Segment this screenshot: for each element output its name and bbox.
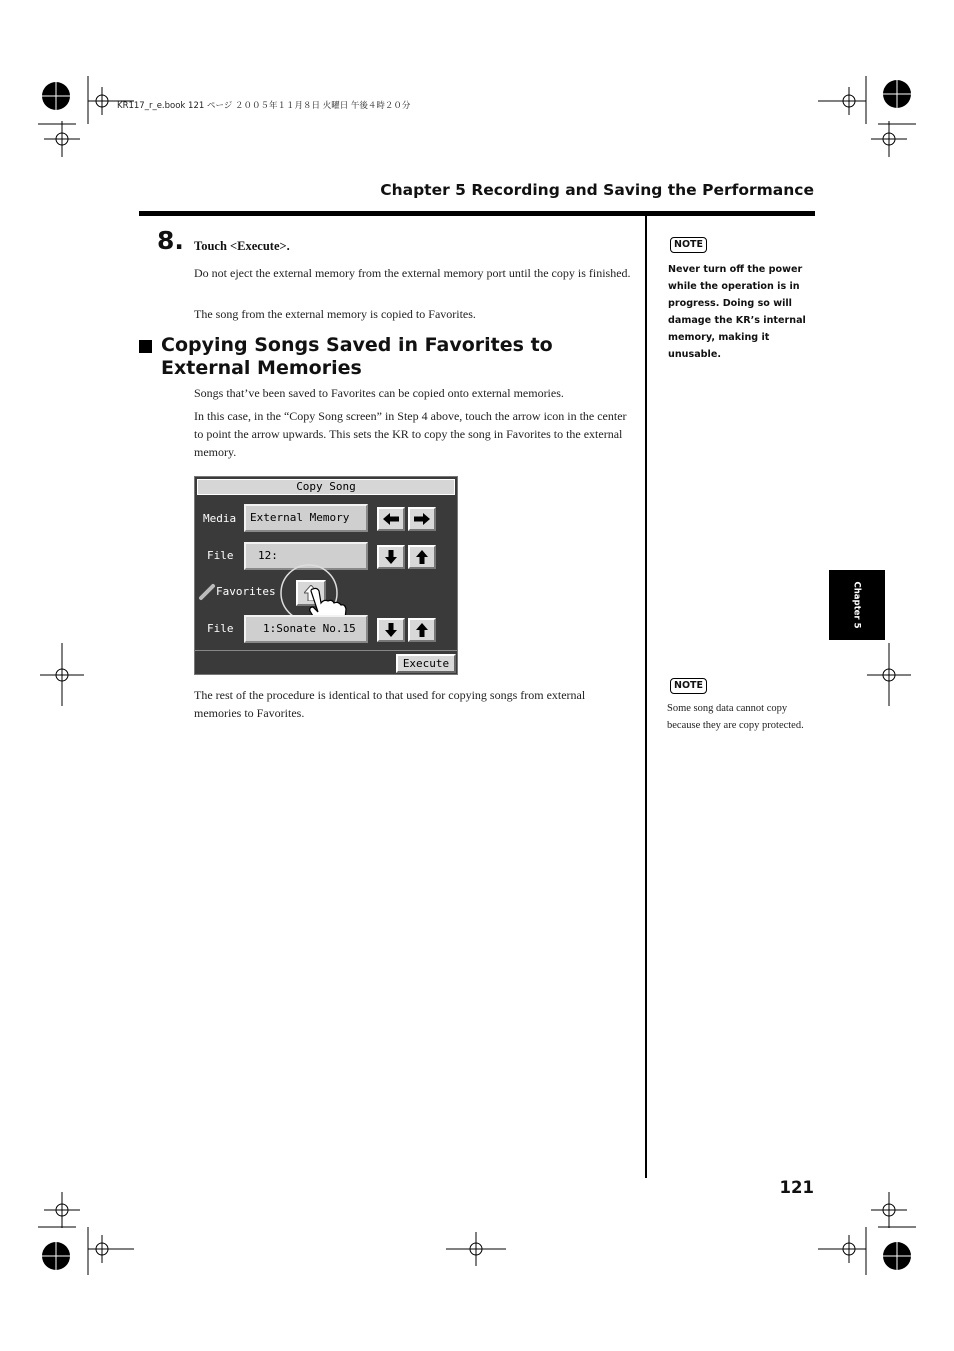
section-paragraph: Songs that’ve been saved to Favorites can be copied onto external memories. (194, 386, 564, 400)
copy-song-screen (194, 476, 458, 675)
header-rule (139, 211, 815, 216)
down-arrow-icon (385, 550, 397, 564)
note-badge: NOTE (670, 678, 707, 694)
down-arrow-button[interactable] (377, 618, 405, 642)
execute-button[interactable]: Execute (396, 654, 456, 673)
file-field-external[interactable]: 12: (244, 542, 368, 570)
up-arrow-icon (416, 550, 428, 564)
page-number: 121 (779, 1178, 814, 1197)
file-label: File (207, 549, 234, 562)
section-paragraph: The rest of the procedure is identical to that used for copying songs from external memories to Favorites. (194, 688, 586, 721)
down-arrow-button[interactable] (377, 545, 405, 569)
print-header: KR117_r_e.book 121 ページ ２００５年１１月８日 火曜日 午後４時２０分 (117, 101, 411, 111)
chapter-tab-text: Chapter 5 (851, 581, 862, 629)
up-arrow-button[interactable] (408, 545, 436, 569)
favorites-label: Favorites (216, 585, 276, 598)
right-arrow-icon (414, 513, 430, 525)
left-arrow-icon (383, 513, 399, 525)
up-arrow-button[interactable] (408, 618, 436, 642)
pencil-icon (198, 583, 216, 601)
step-paragraph: The song from the external memory is copied to Favorites. (194, 307, 476, 321)
left-arrow-button[interactable] (377, 507, 405, 531)
chapter-tab-label (829, 570, 885, 640)
media-field[interactable]: External Memory (244, 504, 368, 532)
column-divider (645, 216, 647, 1178)
screen-title: Copy Song (197, 479, 455, 495)
file-label: File (207, 622, 234, 635)
step-instruction: Touch <Execute>. (194, 239, 290, 253)
media-label: Media (203, 512, 237, 525)
up-arrow-icon (416, 623, 428, 637)
down-arrow-icon (385, 623, 397, 637)
section-title: Copying Songs Saved in Favorites to External Memories (161, 334, 553, 379)
chapter-heading: Chapter 5 Recording and Saving the Performance (380, 181, 814, 199)
note-text: Some song data cannot copy because they are copy protected. (667, 703, 804, 731)
section-bullet-icon (139, 340, 152, 353)
note-badge: NOTE (670, 237, 707, 253)
section-paragraph: In this case, in the “Copy Song screen” in Step 4 above, touch the arrow icon in the center to point the arrow upwards. This sets the KR to copy the song in Favorites to the external memory. (194, 409, 627, 460)
screen-divider (195, 650, 457, 651)
right-arrow-button[interactable] (408, 507, 436, 531)
step-paragraph: Do not eject the external memory from the external memory port until the copy is finished. (194, 266, 631, 280)
note-text: Never turn off the power while the operation is in progress. Doing so will damage the KR’s internal memory, making it unusable. (668, 264, 806, 360)
file-field-favorites[interactable]: 1:Sonate No.15 (244, 615, 368, 643)
step-number: 8. (157, 226, 184, 255)
